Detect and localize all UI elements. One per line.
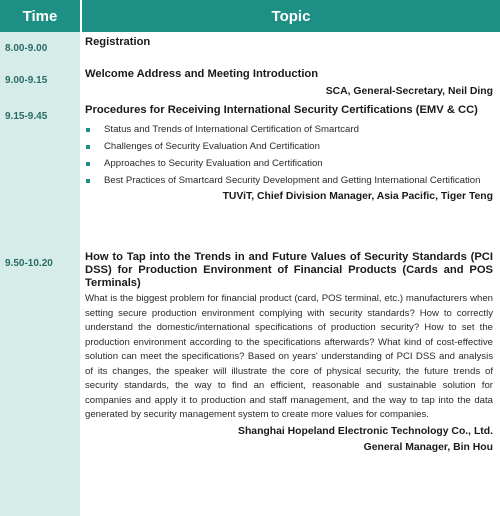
session-title: Procedures for Receiving International Security Certifications (EMV & CC) <box>85 104 478 116</box>
list-item: Status and Trends of International Certification of Smartcard <box>85 121 493 138</box>
session-speaker: TUViT, Chief Division Manager, Asia Pacific, Tiger Teng <box>222 191 493 202</box>
agenda-row <box>85 251 493 454</box>
time-slot: 9.00-9.15 <box>5 75 48 86</box>
bullet-square-icon <box>86 179 90 183</box>
speaker-role: General Manager, Bin Hou <box>363 441 493 453</box>
agenda-row <box>85 104 493 203</box>
bullet-square-icon <box>86 145 90 149</box>
topic-column-header: Topic <box>82 0 500 32</box>
agenda-header <box>0 0 500 32</box>
session-bullet-list <box>85 121 493 189</box>
bullet-square-icon <box>86 162 90 166</box>
list-item: Approaches to Security Evaluation and Certification <box>85 155 493 172</box>
time-slot: 8.00-9.00 <box>5 43 48 54</box>
session-title: Welcome Address and Meeting Introduction <box>85 68 319 80</box>
agenda-row <box>85 36 493 49</box>
agenda-row <box>85 68 493 98</box>
time-slot: 9.15-9.45 <box>5 111 48 122</box>
time-slot: 9.50-10.20 <box>5 258 53 269</box>
time-column-header: Time <box>0 0 80 32</box>
session-title: How to Tap into the Trends in and Future Values of Security Standards (PCI DSS) for Production Environment of Financial Products (Cards and POS Terminals) <box>85 251 493 289</box>
time-column <box>0 32 80 516</box>
session-speaker: SCA, General-Secretary, Neil Ding <box>325 86 493 97</box>
list-item: Best Practices of Smartcard Security Development and Getting International Certification <box>85 172 493 189</box>
session-title: Registration <box>85 36 151 48</box>
session-description: What is the biggest problem for financial product (card, POS terminal, etc.) manufacturers when setting secure production environment complying with security standards? How to correctly understand the domestic/international specifications of production security? How to set the production environment according to the specifications afterwards? What kind of cost-effective solution can meet the specifications? Based on years' understanding of PCI DSS and analysis of its changes, the speaker will illustrate the core of physical security, the future trends of security standards, the way to find an efficient, reasonable and sustainable solution for companies and apply it to production and staff management, and the way to tap into the data generated by security management system to create more values for companies. <box>85 293 493 420</box>
speaker-organization: Shanghai Hopeland Electronic Technology Co., Ltd. <box>238 425 493 437</box>
bullet-square-icon <box>86 128 90 132</box>
list-item: Challenges of Security Evaluation And Certification <box>85 138 493 155</box>
